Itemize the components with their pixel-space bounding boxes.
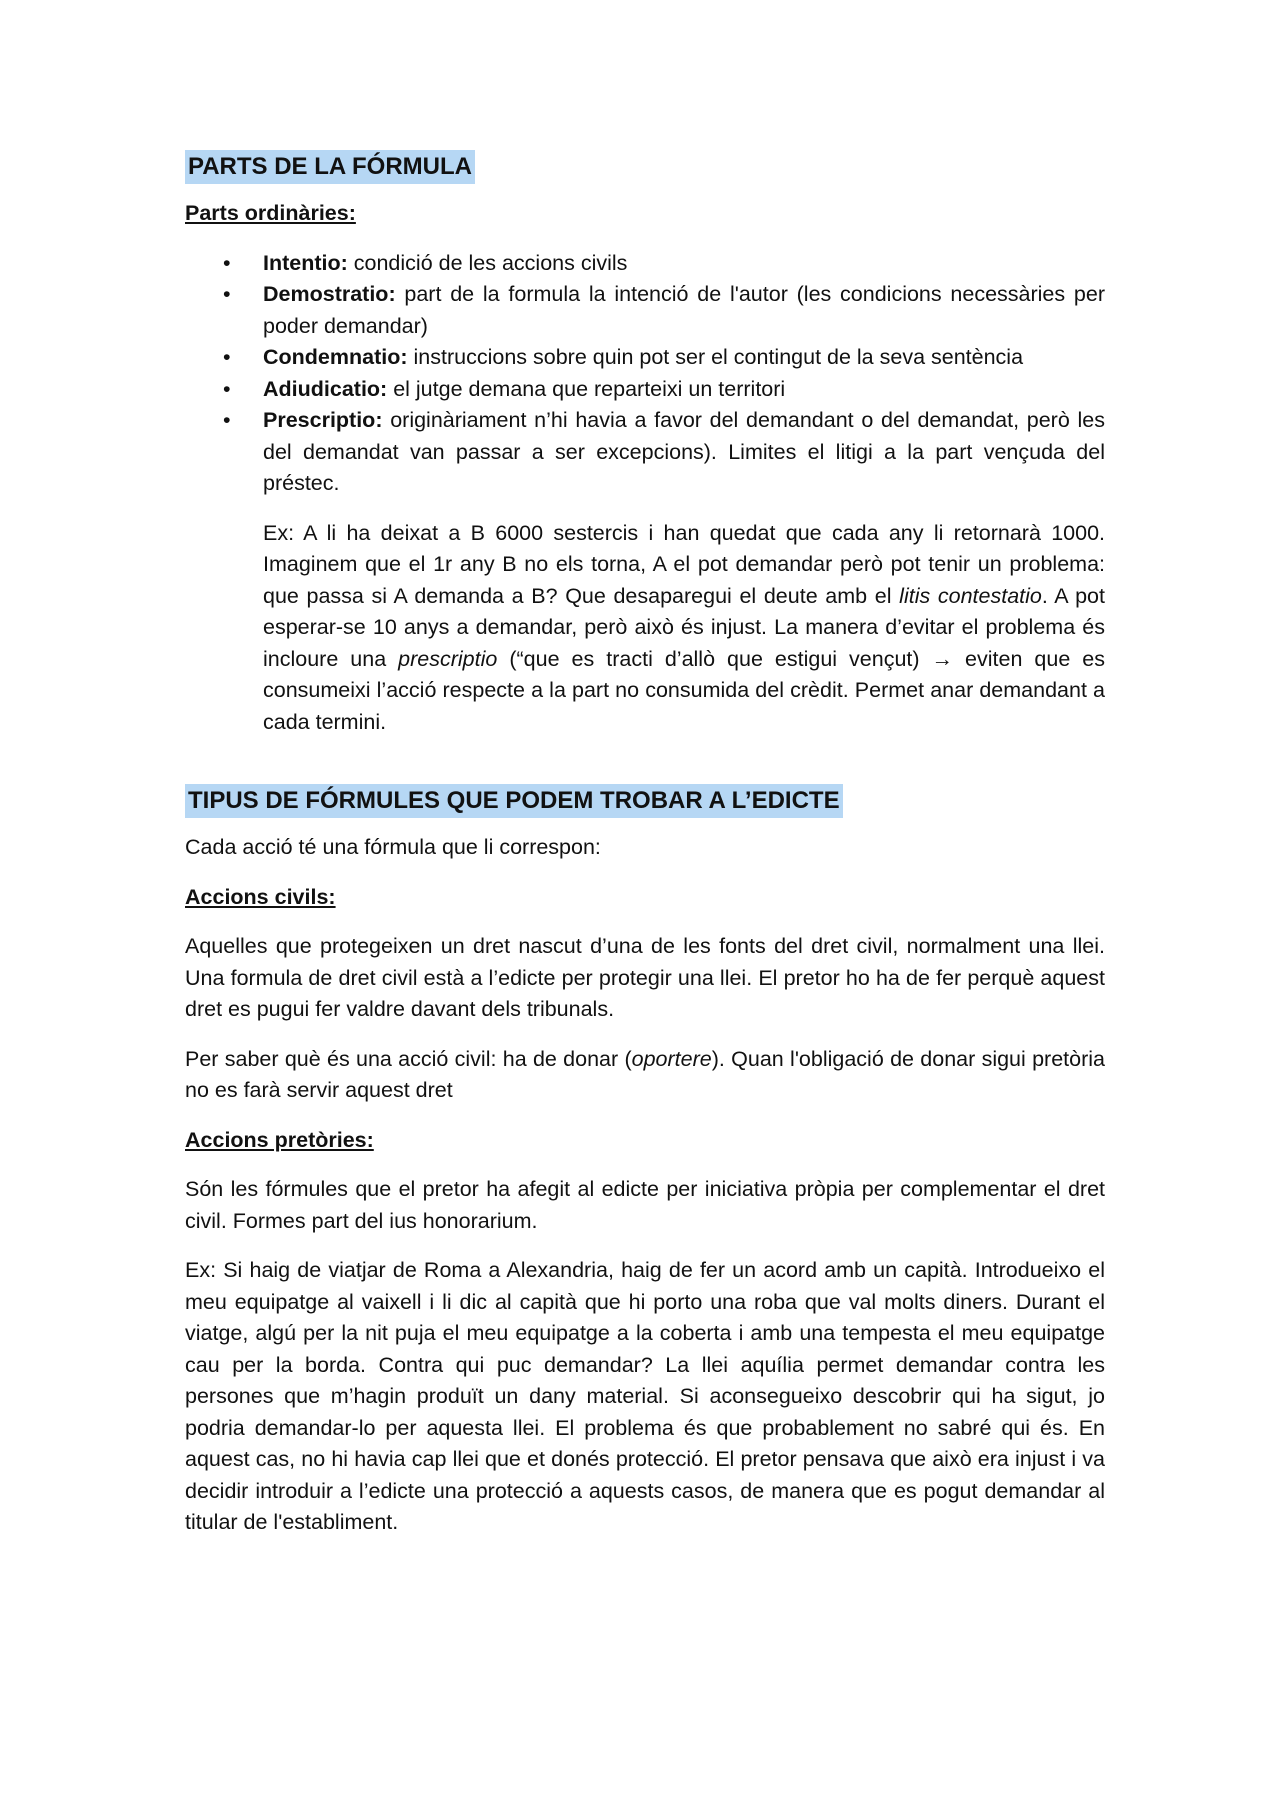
bullet-icon: • xyxy=(223,282,231,306)
term: Intentio: xyxy=(263,250,348,275)
subsection-heading: Accions civils: xyxy=(185,884,336,909)
paragraph-text: ). Quan l'obligació de donar sigui pretòria no es farà servir aquest dret xyxy=(185,1046,1105,1102)
term: Demostratio: xyxy=(263,282,396,306)
section-heading: PARTS DE LA FÓRMULA xyxy=(185,150,475,184)
term: Condemnatio: xyxy=(263,345,408,369)
example-text: (“que es tracti d’allò que estigui vençut) → eviten que es consumeixi l’acció respecte a la part no consumida del crèdit. Permet anar demandant a cada termini. xyxy=(263,646,1105,734)
paragraph: Ex: Si haig de viatjar de Roma a Alexandria, haig de fer un acord amb un capità. Introdueixo el meu equipatge al vaixell i li dic al capità que hi porto una roba que val molts diners. Durant el viatge, algú per la nit puja el meu equipatge a la coberta i amb una tempesta el meu equipatge cau per la borda. Contra qui puc demandar? La llei aquília permet demandar contra les persones que m’hagin produït un dany material. Si aconsegueixo descobrir qui ha sigut, jo podria demandar-lo per aquesta llei. El problema és que probablement no sabré qui és. En aquest cas, no hi havia cap llei que et donés protecció. El pretor pensava que això era injust i va decidir introduir a l’edicte una protecció a aquests casos, de manera que es pogut demandar al titular de l'establiment. xyxy=(185,1258,1105,1534)
example-paragraph xyxy=(185,518,1105,739)
term: Prescriptio: xyxy=(263,408,383,432)
example-text: Ex: A li ha deixat a B 6000 sestercis i han quedat que cada any li retornarà 1000. Imaginem que el 1r any B no els torna, A el pot demandar però pot tenir un problema: que passa si A demanda a B? Que desaparegui el deute amb el xyxy=(263,520,1105,608)
definition: condició de les accions civils xyxy=(347,250,628,275)
list-item xyxy=(185,248,1105,280)
bullet-icon: • xyxy=(223,408,231,432)
paragraph: Aquelles que protegeixen un dret nascut d’una de les fonts del dret civil, normalment una llei. Una formula de dret civil està a l’edicte per protegir una llei. El pretor ho ha de fer perquè aquest dret es pugui fer valdre davant dels tribunals. xyxy=(185,934,1105,1021)
parts-list xyxy=(185,248,1105,500)
definition: originàriament n’hi havia a favor del demandant o del demandat, però les del demandat van passar a ser excepcions). Limites el litigi a la part vençuda del préstec. xyxy=(263,408,1105,495)
definition: el jutge demana que reparteixi un territori xyxy=(387,376,786,401)
list-item xyxy=(185,405,1105,500)
section-heading: TIPUS DE FÓRMULES QUE PODEM TROBAR A L’EDICTE xyxy=(185,784,843,818)
subsection-heading: Parts ordinàries: xyxy=(185,201,356,225)
definition: part de la formula la intenció de l'autor (les condicions necessàries per poder demandar) xyxy=(263,282,1105,338)
list-item xyxy=(185,279,1105,342)
paragraph xyxy=(185,1044,1105,1107)
document-page xyxy=(185,150,1105,1539)
subsection-heading: Accions pretòries: xyxy=(185,1127,374,1152)
list-item xyxy=(185,374,1105,406)
paragraph-italic: oportere xyxy=(631,1046,712,1071)
bullet-icon: • xyxy=(223,345,231,369)
definition: instruccions sobre quin pot ser el contingut de la seva sentència xyxy=(407,345,1024,369)
list-item xyxy=(185,342,1105,374)
bullet-icon: • xyxy=(223,376,231,401)
section-parts-formula xyxy=(185,150,1105,738)
paragraph-text: Per saber què és una acció civil: ha de donar ( xyxy=(185,1046,632,1071)
term: Adiudicatio: xyxy=(263,376,388,401)
intro-text: Cada acció té una fórmula que li correspon: xyxy=(185,835,601,859)
section-tipus-formules xyxy=(185,784,1105,1539)
example-text: . A pot esperar-se 10 anys a demandar, però això és injust. La manera d’evitar el problema és incloure una xyxy=(263,583,1105,671)
paragraph: Són les fórmules que el pretor ha afegit al edicte per iniciativa pròpia per complementar el dret civil. Formes part del ius honorarium. xyxy=(185,1177,1105,1233)
example-italic: litis contestatio xyxy=(899,583,1042,608)
example-italic: prescriptio xyxy=(398,646,498,671)
bullet-icon: • xyxy=(223,250,231,275)
